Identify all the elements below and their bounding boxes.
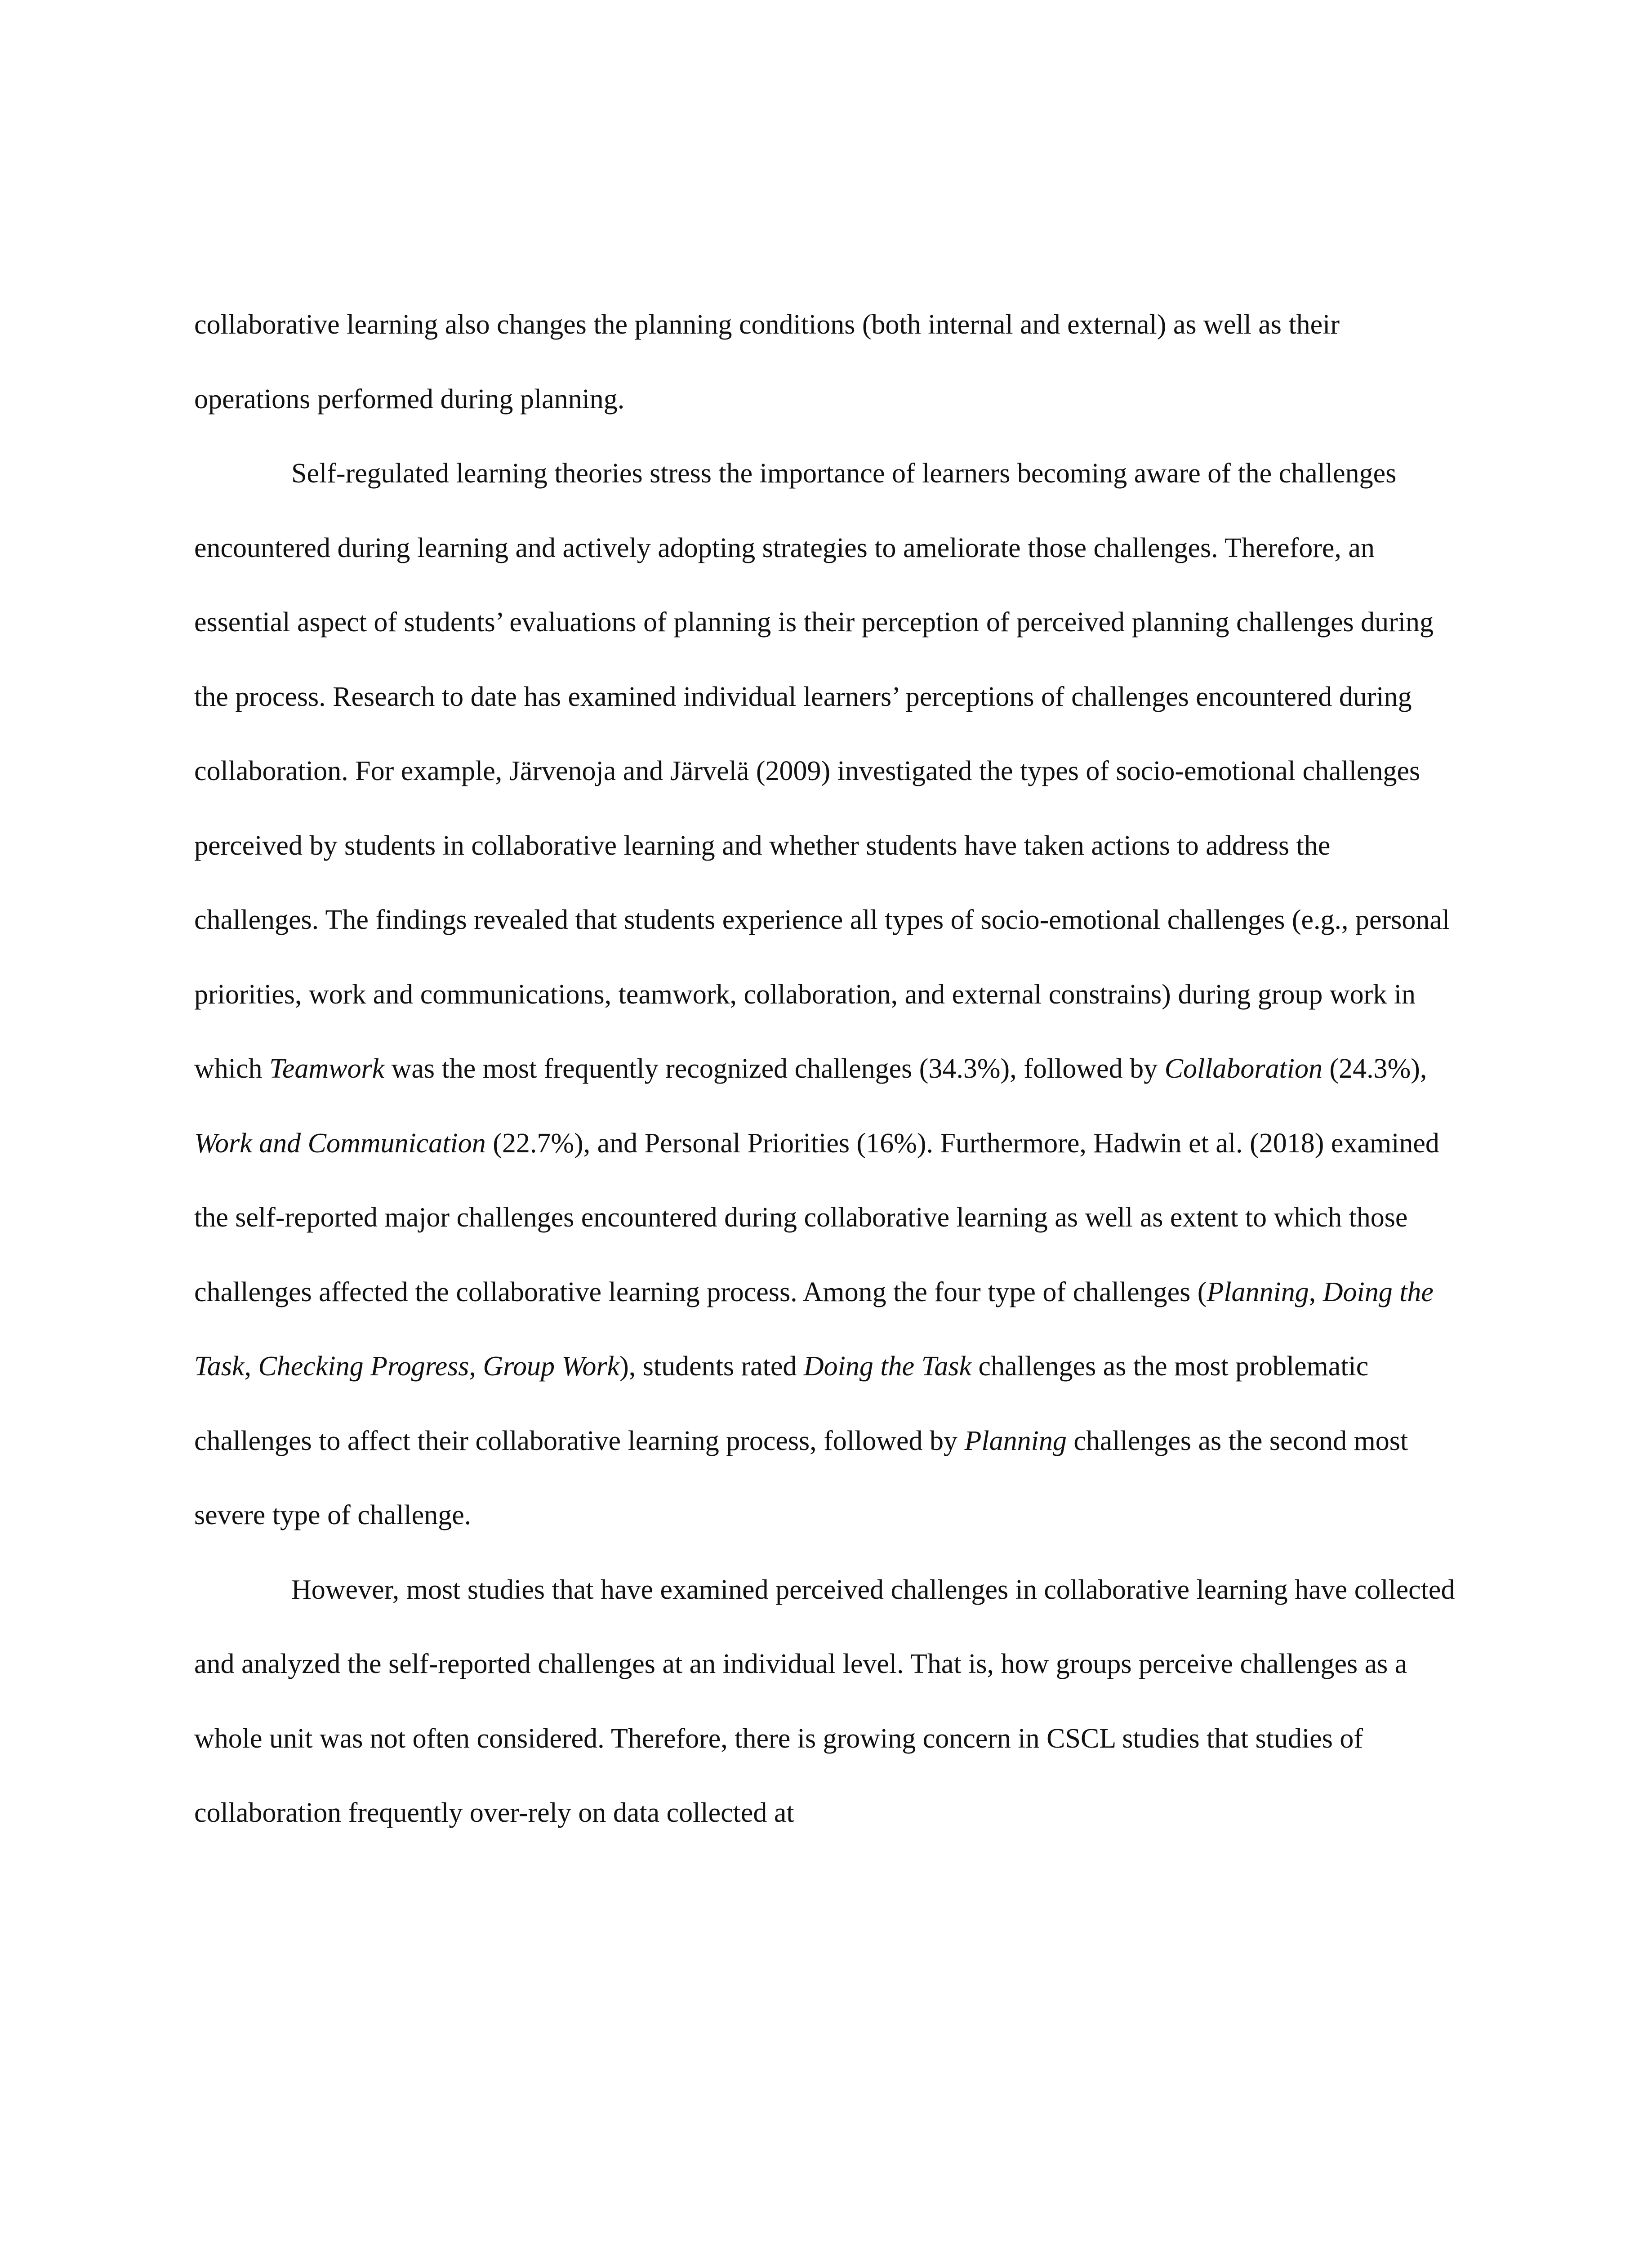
italic-text: Collaboration [1164,1053,1322,1084]
text-run: was the most frequently recognized challenges (34.3%), followed by [384,1053,1165,1084]
text-run: However, most studies that have examined perceived challenges in collaborative learning have collected and analyzed the self-reported challenges at an individual level. That is, how groups perceive challenges as a whole unit was not often considered. Therefore, there is growing concern in CSCL studies that studies of collaboration frequently over-rely on data collected at [194,1574,1462,1828]
text-run: (24.3%), [1322,1053,1434,1084]
italic-text: Planning [1207,1276,1309,1307]
italic-text: Doing the Task [194,1276,1441,1382]
paragraph [194,288,1460,437]
paragraph [194,1553,1460,1851]
text-run: , [1309,1276,1323,1307]
text-run: ), students rated [619,1351,804,1382]
paragraph [194,437,1460,1553]
text-run: (22.7%), and Personal Priorities (16%). Furthermore, Hadwin et al. (2018) examined the self-reported major challenges encountered during collaborative learning as well as extent to which those challenges affected the collaborative learning process. Among the four type of challenges ( [194,1128,1447,1307]
text-run: challenges as the most problematic challenges to affect their collaborative learning process, followed by [194,1351,1376,1456]
text-run: collaborative learning also changes the planning conditions (both internal and external) as well as their operations performed during planning. [194,309,1347,415]
body-text [194,288,1460,1851]
italic-text: Group Work [483,1351,620,1382]
italic-text: Planning [964,1425,1067,1456]
text-run: , [244,1351,258,1382]
italic-text: Doing the Task [803,1351,972,1382]
text-run: Self-regulated learning theories stress the importance of learners becoming aware of the challenges encountered during learning and actively adopting strategies to ameliorate those challenges. Therefore, an essential aspect of students’ evaluations of planning is their perception of perceived planning challenges during the process. Research to date has examined individual learners’ perceptions of challenges encountered during collaboration. For example, Järvenoja and Järvelä (2009) investigated the types of socio-emotional challenges perceived by students in collaborative learning and whether students have taken actions to address the challenges. The findings revealed that students experience all types of socio-emotional challenges (e.g., personal priorities, work and communications, teamwork, collaboration, and external constrains) during group work in which [194,458,1457,1084]
italic-text: Work and Communication [194,1128,486,1159]
italic-text: Checking Progress [258,1351,469,1382]
text-run: challenges as the second most severe type of challenge. [194,1425,1415,1530]
text-run: , [469,1351,483,1382]
italic-text: Teamwork [269,1053,385,1084]
